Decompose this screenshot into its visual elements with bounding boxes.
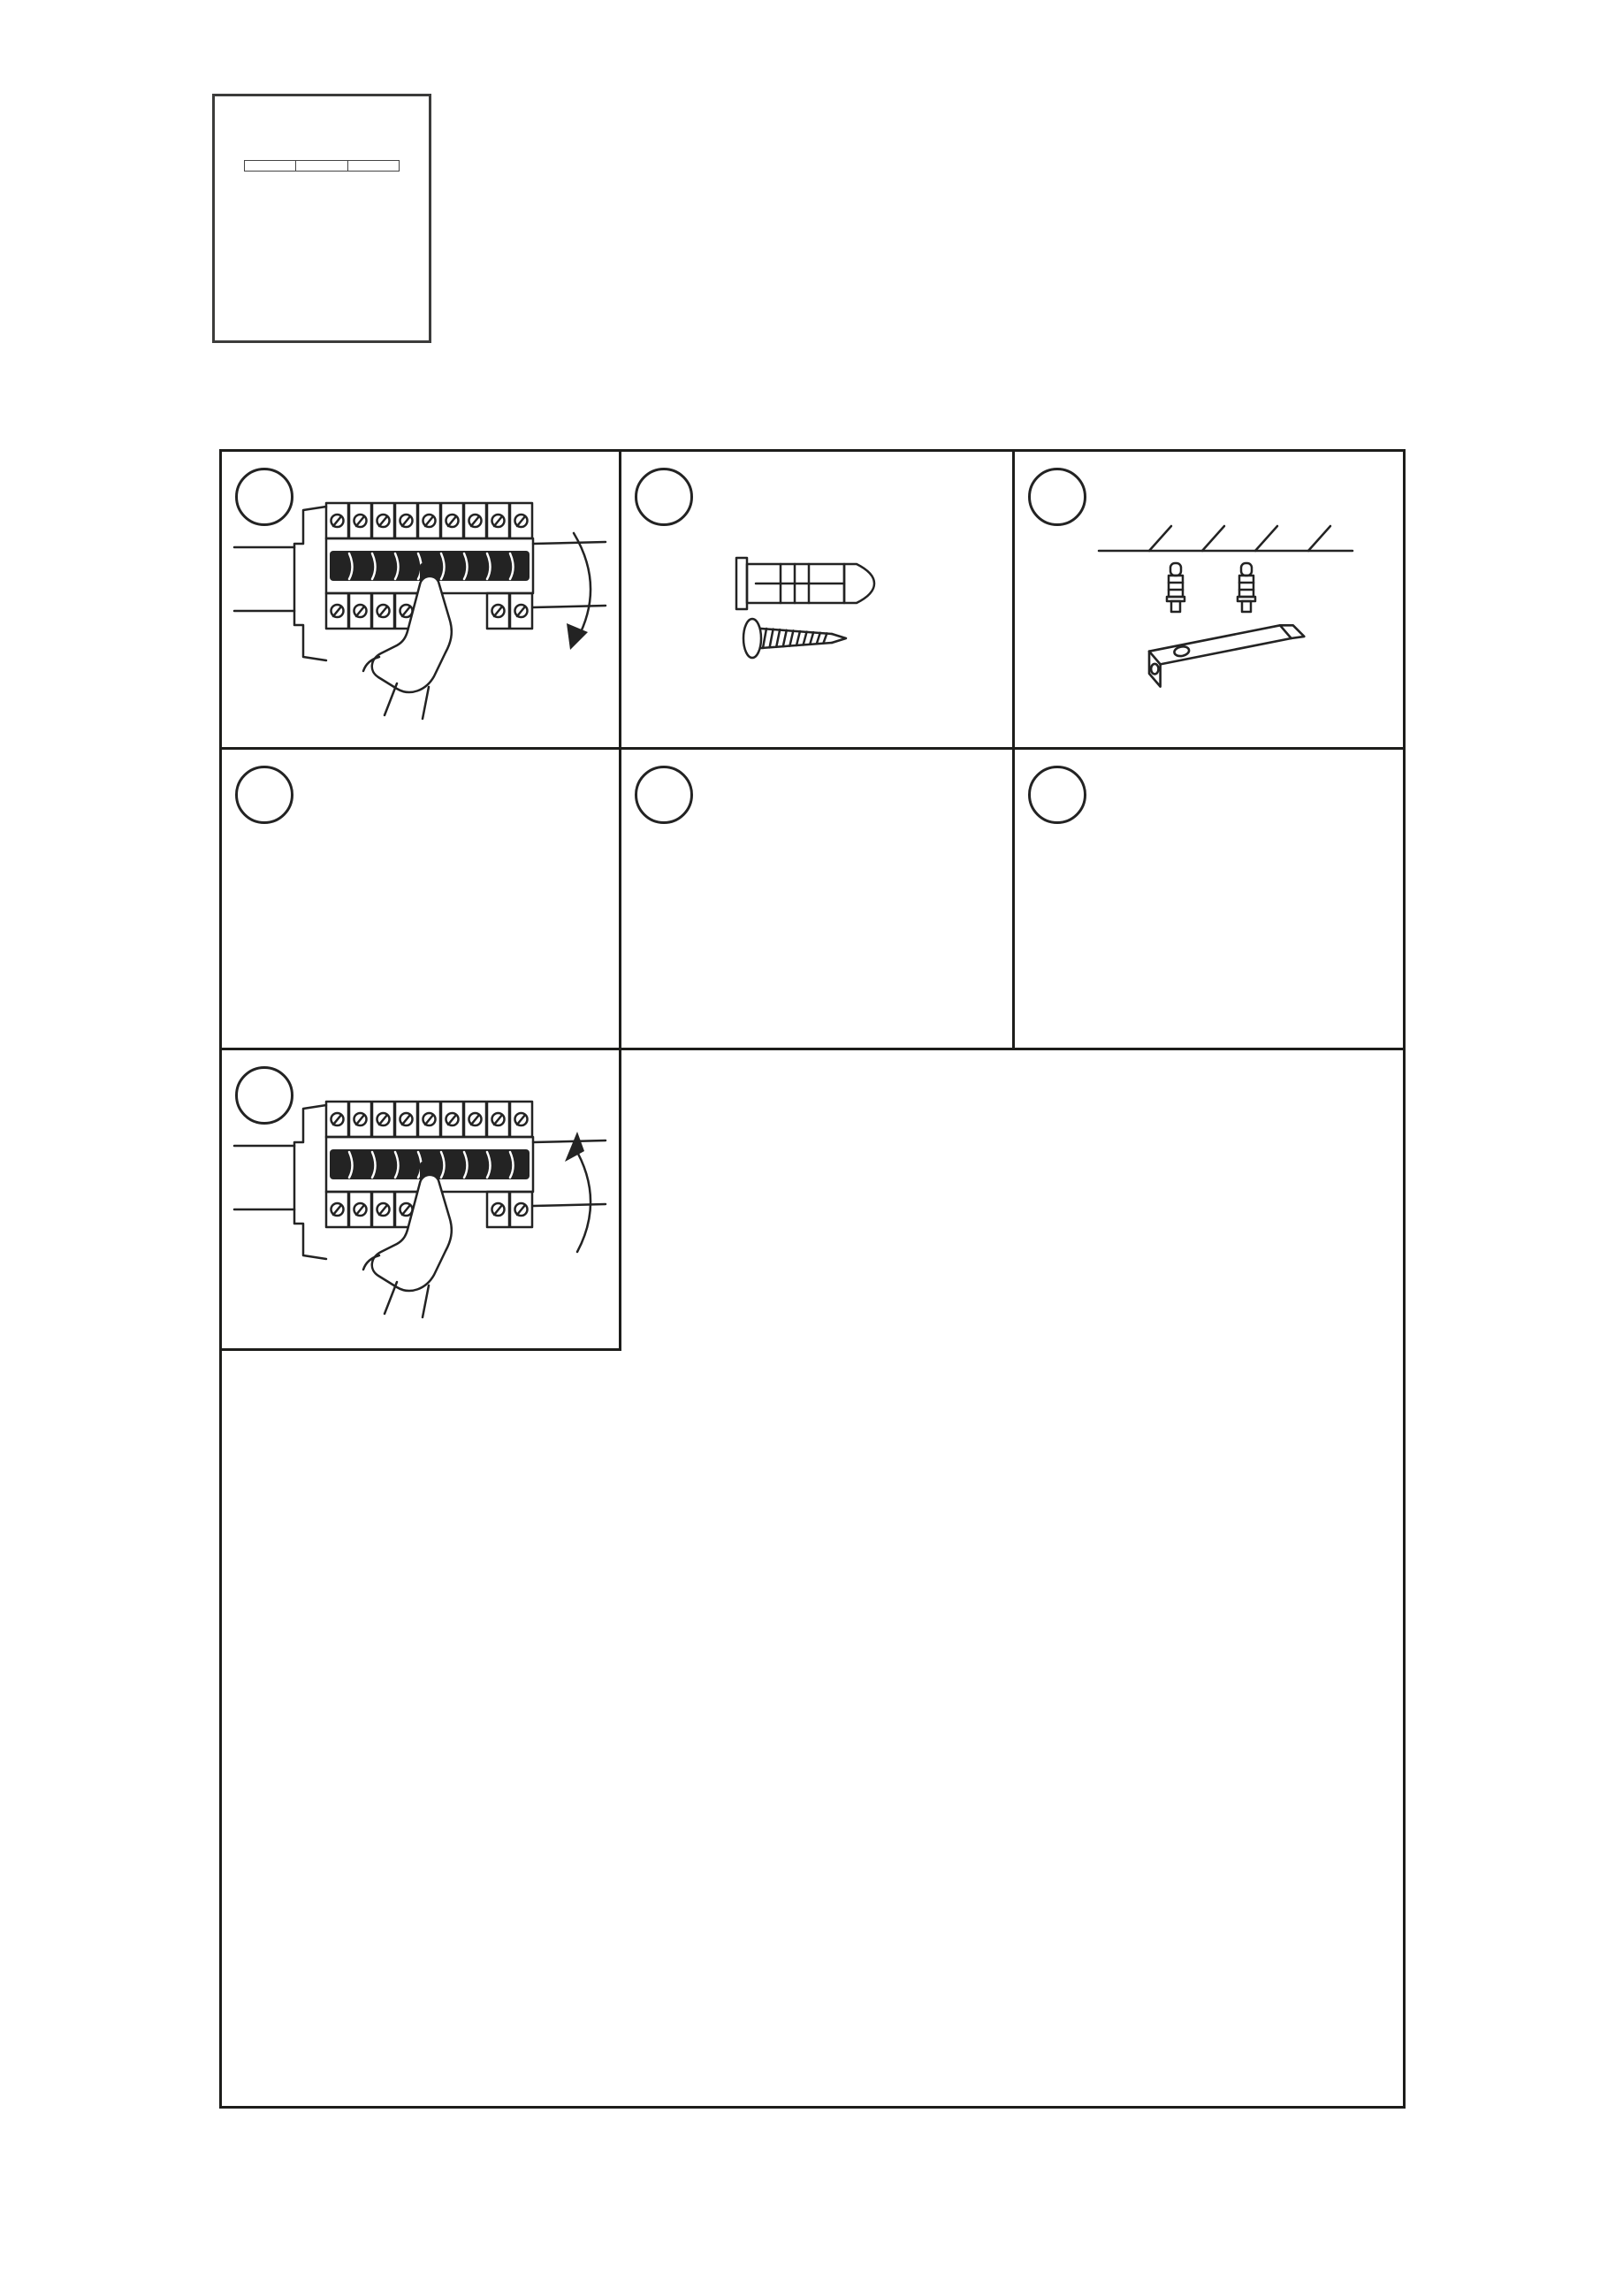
group-wiring-diagram bbox=[219, 1348, 619, 2109]
flag-red-segment bbox=[348, 161, 399, 171]
step-4-panel bbox=[222, 750, 616, 1045]
ceiling-dowels bbox=[1167, 563, 1255, 612]
step-5-badge bbox=[635, 766, 693, 824]
lightstar-logo bbox=[212, 94, 431, 343]
pressing-hand bbox=[363, 1175, 452, 1317]
wall-plug-icon bbox=[736, 558, 874, 609]
step-6-panel bbox=[1015, 750, 1403, 1045]
step-2-panel bbox=[621, 452, 1010, 744]
grid-line bbox=[1403, 449, 1406, 2109]
step-3-badge bbox=[1028, 468, 1086, 526]
mounting-bracket bbox=[1149, 625, 1304, 686]
step-7-badge bbox=[235, 1066, 293, 1125]
step-4-badge bbox=[235, 766, 293, 824]
flag-green-segment bbox=[245, 161, 295, 171]
arrow-up-icon bbox=[565, 1132, 591, 1252]
ceiling-line bbox=[1099, 526, 1352, 551]
step-2-badge bbox=[635, 468, 693, 526]
qr-code-right bbox=[1171, 1137, 1300, 1266]
step-1-badge bbox=[235, 468, 293, 526]
step-7-panel bbox=[222, 1050, 616, 1346]
step-1-panel bbox=[222, 452, 616, 744]
fixture-dimensions-drawing bbox=[619, 1348, 994, 2109]
canopy-top-view bbox=[619, 1048, 994, 1348]
flag-white-segment bbox=[295, 161, 347, 171]
pressing-hand bbox=[363, 576, 452, 719]
screw-icon bbox=[743, 619, 846, 658]
italian-flag-icon bbox=[244, 160, 400, 172]
qr-code-left bbox=[1006, 1137, 1135, 1266]
step-6-badge bbox=[1028, 766, 1086, 824]
fixture-side-view bbox=[619, 1348, 994, 2109]
step-5-panel bbox=[621, 750, 1010, 1045]
group-wiring-drawing bbox=[219, 1348, 619, 2109]
canopy-top-view-drawing bbox=[619, 1048, 994, 1348]
arrow-down-icon bbox=[567, 533, 591, 650]
step-3-panel bbox=[1015, 452, 1403, 744]
